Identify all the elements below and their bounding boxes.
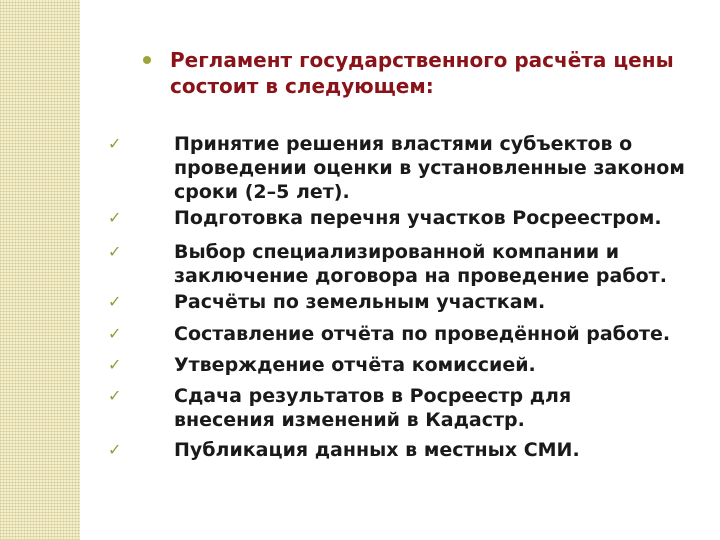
checklist-item-text: Сдача результатов в Росреестр для внесения изменений в Кадастр.	[174, 385, 572, 431]
checklist-item-text: Принятие решения властями субъектов о проведении оценки в установленные законом сроки (2–5 лет).	[174, 133, 685, 203]
decorative-side-band	[0, 0, 80, 540]
checkmark-icon: ✓	[108, 386, 122, 405]
checklist-item-text: Подготовка перечня участков Росреестром.	[174, 207, 662, 229]
checkmark-icon: ✓	[108, 292, 122, 311]
checkmark-icon: ✓	[108, 440, 122, 459]
checklist-item-text: Выбор специализированной компании и заключение договора на проведение работ.	[174, 241, 667, 287]
checklist-item-text: Составление отчёта по проведённой работе.	[174, 323, 671, 345]
heading-text: Регламент государственного расчёта цены состоит в следующем:	[170, 48, 674, 98]
checkmark-icon: ✓	[108, 134, 122, 153]
checklist-item-text: Расчёты по земельным участкам.	[174, 291, 546, 313]
checkmark-icon: ✓	[108, 242, 122, 261]
checkmark-icon: ✓	[108, 208, 122, 227]
checklist-item-text: Утверждение отчёта комиссией.	[174, 354, 536, 376]
checklist-item-text: Публикация данных в местных СМИ.	[174, 439, 580, 461]
checkmark-icon: ✓	[108, 355, 122, 374]
checkmark-icon: ✓	[108, 324, 122, 343]
bullet-icon	[143, 56, 151, 64]
